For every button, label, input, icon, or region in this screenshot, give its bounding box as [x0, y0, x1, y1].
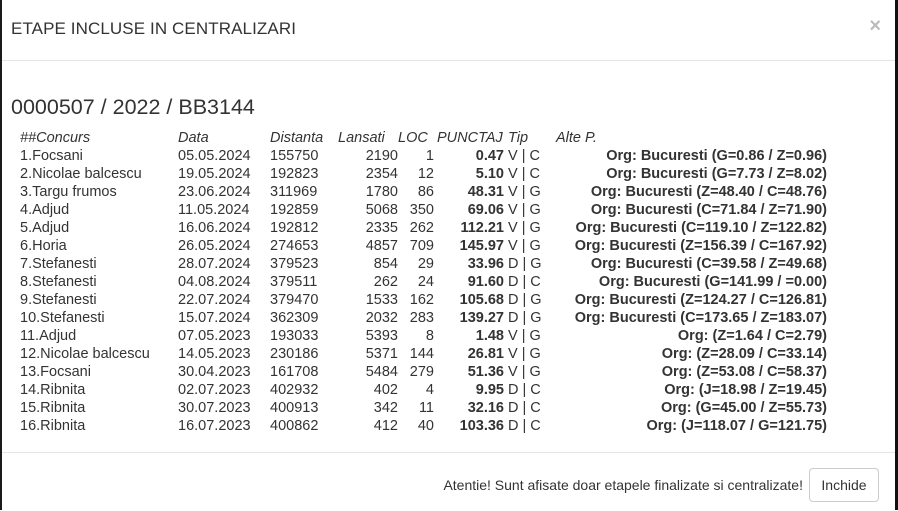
cell-data: 16.06.2024 — [178, 220, 251, 236]
cell-punctaj: 69.06 — [467, 202, 504, 218]
cell-data: 16.07.2023 — [178, 418, 251, 434]
header-alte: Alte P. — [556, 130, 597, 146]
cell-alte: Org: Bucuresti (C=39.58 / Z=49.68) — [590, 256, 827, 272]
cell-loc: 709 — [409, 238, 434, 254]
cell-lansati: 5484 — [365, 364, 398, 380]
table-row — [20, 399, 827, 417]
table-row — [20, 147, 827, 165]
header-lansati: Lansati — [338, 130, 385, 146]
cell-tip: D | C — [508, 382, 541, 398]
cell-data: 04.08.2024 — [178, 274, 251, 290]
cell-loc: 8 — [425, 328, 434, 344]
table-body — [20, 147, 827, 435]
cell-lansati: 402 — [373, 382, 398, 398]
cell-loc: 144 — [409, 346, 434, 362]
cell-tip: D | C — [508, 418, 541, 434]
cell-tip: V | G — [508, 364, 541, 380]
table-row — [20, 417, 827, 435]
header-data: Data — [178, 130, 209, 146]
cell-punctaj: 32.16 — [467, 400, 504, 416]
cell-alte: Org: Bucuresti (Z=156.39 / C=167.92) — [574, 238, 827, 254]
cell-punctaj: 33.96 — [467, 256, 504, 272]
cell-lansati: 1780 — [365, 184, 398, 200]
cell-punctaj: 26.81 — [467, 346, 504, 362]
cell-tip: D | G — [508, 292, 542, 308]
cell-alte: Org: (J=18.98 / Z=19.45) — [664, 382, 827, 398]
table-row — [20, 219, 827, 237]
cell-punctaj: 103.36 — [459, 418, 504, 434]
cell-lansati: 4857 — [365, 238, 398, 254]
cell-tip: V | G — [508, 202, 541, 218]
cell-distanta: 192823 — [270, 166, 319, 182]
table-row — [20, 291, 827, 309]
cell-concurs: 14.Ribnita — [20, 382, 86, 398]
table-row — [20, 309, 827, 327]
cell-tip: D | C — [508, 400, 541, 416]
results-table — [20, 129, 827, 435]
header-loc: LOC — [398, 130, 428, 146]
cell-punctaj: 0.47 — [475, 148, 504, 164]
cell-data: 14.05.2023 — [178, 346, 251, 362]
cell-lansati: 342 — [373, 400, 398, 416]
cell-concurs: 8.Stefanesti — [20, 274, 97, 290]
cell-loc: 12 — [417, 166, 434, 182]
cell-data: 07.05.2023 — [178, 328, 251, 344]
table-row — [20, 183, 827, 201]
cell-distanta: 311969 — [270, 184, 318, 200]
cell-concurs: 15.Ribnita — [20, 400, 86, 416]
cell-data: 28.07.2024 — [178, 256, 251, 272]
cell-data: 23.06.2024 — [178, 184, 251, 200]
cell-concurs: 9.Stefanesti — [20, 292, 97, 308]
cell-loc: 162 — [409, 292, 434, 308]
cell-data: 30.07.2023 — [178, 400, 251, 416]
table-row — [20, 363, 827, 381]
cell-tip: D | G — [508, 310, 542, 326]
cell-concurs: 6.Horia — [20, 238, 67, 254]
cell-concurs: 5.Adjud — [20, 220, 70, 236]
cell-tip: D | C — [508, 274, 541, 290]
cell-tip: V | G — [508, 328, 541, 344]
modal-title: ETAPE INCLUSE IN CENTRALIZARI — [11, 19, 297, 38]
cell-lansati: 2032 — [365, 310, 398, 326]
cell-alte: Org: (J=118.07 / G=121.75) — [646, 418, 827, 434]
cell-distanta: 402932 — [270, 382, 319, 398]
table-row — [20, 201, 827, 219]
cell-loc: 279 — [409, 364, 434, 380]
header-tip: Tip — [508, 130, 529, 146]
cell-concurs: 11.Adjud — [20, 328, 77, 344]
modal-dialog — [2, 0, 895, 510]
table-row — [20, 255, 827, 273]
cell-loc: 11 — [418, 400, 434, 416]
cell-alte: Org: Bucuresti (G=7.73 / Z=8.02) — [606, 166, 827, 182]
cell-distanta: 379470 — [270, 292, 319, 308]
cell-concurs: 10.Stefanesti — [20, 310, 105, 326]
modal-footer — [2, 452, 895, 511]
table-row — [20, 273, 827, 291]
cell-data: 11.05.2024 — [178, 202, 250, 218]
cell-distanta: 192859 — [270, 202, 319, 218]
cell-data: 19.05.2024 — [178, 166, 251, 182]
cell-loc: 4 — [425, 382, 434, 398]
cell-concurs: 1.Focsani — [20, 148, 83, 164]
cell-loc: 1 — [425, 148, 434, 164]
cell-tip: V | G — [508, 184, 541, 200]
cell-alte: Org: Bucuresti (G=0.86 / Z=0.96) — [606, 148, 827, 164]
table-row — [20, 165, 827, 183]
cell-alte: Org: (G=45.00 / Z=55.73) — [660, 400, 827, 416]
cell-loc: 262 — [409, 220, 434, 236]
cell-data: 15.07.2024 — [178, 310, 251, 326]
close-button[interactable]: Inchide — [809, 468, 879, 502]
cell-alte: Org: Bucuresti (C=71.84 / Z=71.90) — [590, 202, 827, 218]
cell-tip: V | G — [508, 220, 541, 236]
cell-lansati: 412 — [373, 418, 398, 434]
cell-loc: 350 — [409, 202, 434, 218]
modal-header — [2, 0, 895, 61]
cell-punctaj: 91.60 — [467, 274, 504, 290]
cell-concurs: 7.Stefanesti — [20, 256, 97, 272]
cell-alte: Org: Bucuresti (Z=124.27 / C=126.81) — [574, 292, 827, 308]
cell-lansati: 1533 — [365, 292, 398, 308]
cell-lansati: 5068 — [365, 202, 398, 218]
cell-lansati: 262 — [373, 274, 398, 290]
cell-loc: 24 — [417, 274, 434, 290]
header-concurs: ##Concurs — [20, 130, 91, 146]
header-punctaj: PUNCTAJ — [437, 130, 503, 146]
cell-punctaj: 9.95 — [475, 382, 504, 398]
table-row — [20, 237, 827, 255]
cell-distanta: 379511 — [270, 274, 318, 290]
cell-punctaj: 48.31 — [467, 184, 504, 200]
cell-lansati: 854 — [373, 256, 398, 272]
cell-lansati: 2354 — [365, 166, 398, 182]
cell-distanta: 193033 — [270, 328, 319, 344]
cell-data: 22.07.2024 — [178, 292, 251, 308]
cell-distanta: 192812 — [270, 220, 319, 236]
table-row — [20, 345, 827, 363]
cell-alte: Org: Bucuresti (C=173.65 / Z=183.07) — [574, 310, 827, 326]
cell-data: 05.05.2024 — [178, 148, 251, 164]
cell-alte: Org: Bucuresti (G=141.99 / =0.00) — [598, 274, 827, 290]
cell-distanta: 362309 — [270, 310, 319, 326]
pigeon-identifier: 0000507 / 2022 / BB3144 — [11, 95, 255, 119]
cell-punctaj: 5.10 — [475, 166, 504, 182]
cell-concurs: 13.Focsani — [20, 364, 91, 380]
cell-loc: 40 — [417, 418, 434, 434]
cell-lansati: 2190 — [365, 148, 398, 164]
cell-punctaj: 139.27 — [459, 310, 504, 326]
cell-loc: 29 — [417, 256, 434, 272]
cell-concurs: 16.Ribnita — [20, 418, 86, 434]
cell-distanta: 400862 — [270, 418, 319, 434]
cell-distanta: 155750 — [270, 148, 319, 164]
cell-loc: 86 — [417, 184, 434, 200]
cell-distanta: 274653 — [270, 238, 319, 254]
cell-alte: Org: Bucuresti (C=119.10 / Z=122.82) — [575, 220, 827, 236]
cell-concurs: 12.Nicolae balcescu — [20, 346, 150, 362]
cell-tip: V | G — [508, 346, 541, 362]
cell-concurs: 3.Targu frumos — [20, 184, 117, 200]
table-row — [20, 381, 827, 399]
cell-punctaj: 1.48 — [475, 328, 504, 344]
cell-loc: 283 — [409, 310, 434, 326]
cell-tip: V | C — [508, 148, 540, 164]
cell-alte: Org: Bucuresti (Z=48.40 / C=48.76) — [590, 184, 827, 200]
cell-distanta: 161708 — [270, 364, 319, 380]
close-icon[interactable]: × — [869, 15, 881, 37]
cell-alte: Org: (Z=53.08 / C=58.37) — [661, 364, 827, 380]
cell-alte: Org: (Z=1.64 / C=2.79) — [677, 328, 827, 344]
cell-lansati: 5393 — [365, 328, 398, 344]
cell-data: 30.04.2023 — [178, 364, 251, 380]
table-header-row — [20, 129, 827, 147]
cell-punctaj: 51.36 — [467, 364, 504, 380]
cell-tip: V | C — [508, 166, 540, 182]
cell-lansati: 2335 — [365, 220, 398, 236]
cell-tip: V | G — [508, 238, 541, 254]
cell-punctaj: 145.97 — [459, 238, 504, 254]
cell-distanta: 379523 — [270, 256, 319, 272]
cell-concurs: 4.Adjud — [20, 202, 70, 218]
footer-note: Atentie! Sunt afisate doar etapele finalizate si centralizate! — [443, 477, 803, 493]
header-distanta: Distanta — [270, 130, 324, 146]
cell-tip: D | G — [508, 256, 542, 272]
cell-distanta: 400913 — [270, 400, 319, 416]
cell-lansati: 5371 — [365, 346, 398, 362]
cell-punctaj: 105.68 — [459, 292, 504, 308]
cell-punctaj: 112.21 — [460, 220, 504, 236]
cell-data: 26.05.2024 — [178, 238, 251, 254]
cell-concurs: 2.Nicolae balcescu — [20, 166, 142, 182]
cell-alte: Org: (Z=28.09 / C=33.14) — [661, 346, 827, 362]
cell-data: 02.07.2023 — [178, 382, 251, 398]
table-row — [20, 327, 827, 345]
cell-distanta: 230186 — [270, 346, 319, 362]
